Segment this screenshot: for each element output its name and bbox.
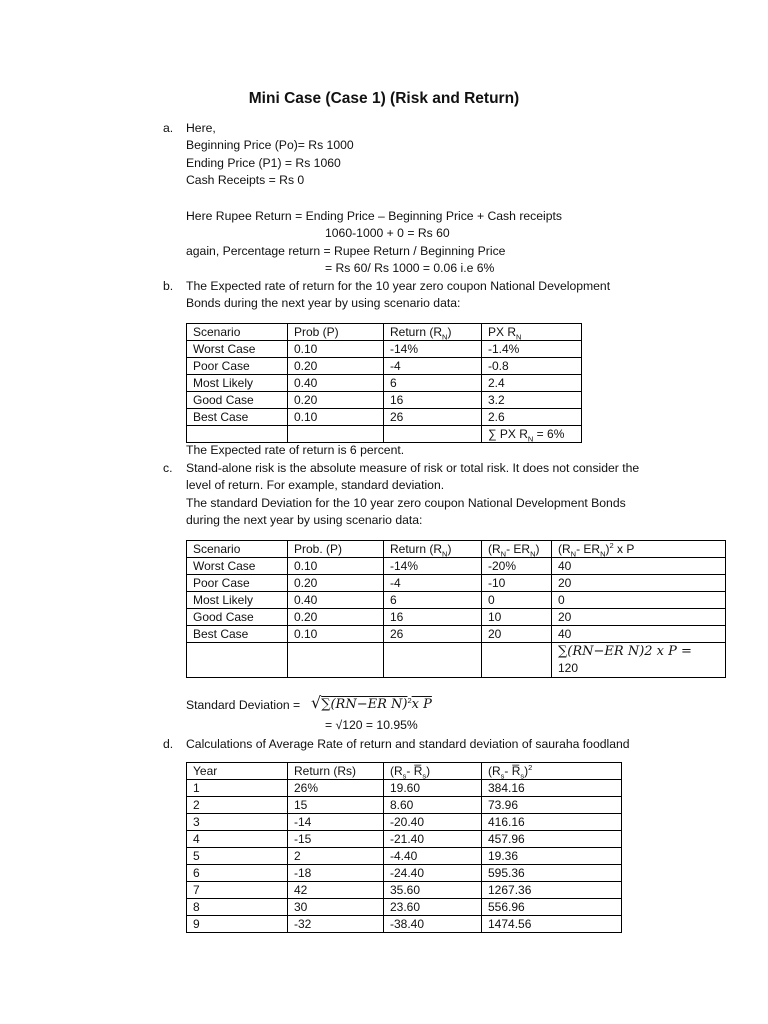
table-cell: Best Case: [187, 409, 288, 426]
table-cell: 73.96: [482, 797, 622, 814]
table-cell: -14%: [384, 341, 482, 358]
table-cell: 2.4: [482, 375, 582, 392]
header-cell: ($R_N-$ $ER_N)^2$ x P: [552, 541, 726, 558]
table-cell: -18: [288, 865, 384, 882]
rupee-return-calc: 1060-1000 + 0 = Rs 60: [325, 226, 450, 240]
table-cell: 0: [482, 592, 552, 609]
percentage-return-line: again, Percentage return = Rupee Return / Beginning Price: [186, 244, 506, 258]
section-c-line: during the next year by using scenario data:: [186, 513, 423, 528]
table-header-row: [187, 541, 726, 558]
standard-deviation-label: Standard Deviation =: [186, 698, 301, 712]
header-text: (R: [390, 764, 403, 778]
table-cell: 19.36: [482, 848, 622, 865]
total-label: ∑ PX R: [488, 427, 528, 441]
table-cell: Poor Case: [187, 358, 288, 375]
table-cell: Worst Case: [187, 341, 288, 358]
total-cell: [552, 643, 726, 678]
table-cell: 6: [384, 375, 482, 392]
table-row: [187, 575, 726, 592]
table-cell: 416.16: [482, 814, 622, 831]
table-cell: 19.60: [384, 780, 482, 797]
table-cell: -4: [384, 358, 482, 375]
table-cell: -15: [288, 831, 384, 848]
table-cell: -20%: [482, 558, 552, 575]
header-cell: Scenario: [187, 541, 288, 558]
standard-deviation-table: [186, 540, 726, 678]
table-header-row: [187, 763, 622, 780]
table-cell: 1: [187, 780, 288, 797]
table-cell: [384, 426, 482, 443]
table-row: [187, 780, 622, 797]
table-row: [187, 392, 582, 409]
header-cell: PX $R_N$: [482, 324, 582, 341]
table-cell: Poor Case: [187, 575, 288, 592]
table-cell: [288, 643, 384, 678]
total-value: = 6%: [536, 427, 565, 441]
table-cell: 4: [187, 831, 288, 848]
section-c-text: [186, 460, 639, 530]
section-d-marker: d.: [163, 737, 174, 751]
header-cell: Prob. (P): [288, 541, 384, 558]
section-d-line: Calculations of Average Rate of return and standard deviation of sauraha foodland: [186, 737, 630, 751]
table-cell: 0.40: [288, 375, 384, 392]
table-row: [187, 797, 622, 814]
table-cell: 40: [552, 626, 726, 643]
table-cell: -0.8: [482, 358, 582, 375]
section-a-line: Beginning Price (Po)= Rs 1000: [186, 138, 354, 153]
table-cell: Most Likely: [187, 592, 288, 609]
table-cell: 2: [187, 797, 288, 814]
table-cell: 6: [187, 865, 288, 882]
percentage-return-calc: = Rs 60/ Rs 1000 = 0.06 i.e 6%: [325, 261, 495, 275]
header-cell: ($R_s-$ $R̅_s$): [384, 763, 482, 780]
table-cell: 1267.36: [482, 882, 622, 899]
section-b-line: The Expected rate of return for the 10 year zero coupon National Development: [186, 279, 611, 293]
expected-return-conclusion: The Expected rate of return is 6 percent.: [186, 443, 405, 457]
table-cell: [288, 426, 384, 443]
table-row: [187, 899, 622, 916]
table-cell: 595.36: [482, 865, 622, 882]
table-cell: Best Case: [187, 626, 288, 643]
table-row: [187, 609, 726, 626]
table-cell: 16: [384, 609, 482, 626]
table-cell: 3.2: [482, 392, 582, 409]
table-cell: 457.96: [482, 831, 622, 848]
table-row: [187, 358, 582, 375]
header-text: (R: [488, 764, 501, 778]
table-row: [187, 341, 582, 358]
table-cell: 26%: [288, 780, 384, 797]
table-cell: 0.20: [288, 358, 384, 375]
table-cell: [187, 643, 288, 678]
header-cell: Prob (P): [288, 324, 384, 341]
table-cell: 8.60: [384, 797, 482, 814]
table-cell: 0.10: [288, 626, 384, 643]
table-cell: -20.40: [384, 814, 482, 831]
header-cell: Return $(R_N)$: [384, 541, 482, 558]
table-cell: 556.96: [482, 899, 622, 916]
table-cell: -14%: [384, 558, 482, 575]
table-cell: [482, 643, 552, 678]
table-cell: 7: [187, 882, 288, 899]
table-cell: -1.4%: [482, 341, 582, 358]
table-cell: 0.10: [288, 409, 384, 426]
table-cell: 6: [384, 592, 482, 609]
table-cell: 23.60: [384, 899, 482, 916]
sqrt-icon: √: [311, 693, 322, 712]
page-title: Mini Case (Case 1) (Risk and Return): [248, 90, 520, 107]
table-cell: 42: [288, 882, 384, 899]
table-cell: 35.60: [384, 882, 482, 899]
rupee-return-line: Here Rupee Return = Ending Price – Beginning Price + Cash receipts: [186, 209, 562, 223]
header-cell: Year: [187, 763, 288, 780]
table-row: [187, 916, 622, 933]
section-c-line: level of return. For example, standard deviation.: [186, 478, 445, 493]
table-cell: 0.20: [288, 575, 384, 592]
section-a-line: Cash Receipts = Rs 0: [186, 173, 305, 188]
header-text: PX R: [488, 325, 517, 339]
table-cell: 0: [552, 592, 726, 609]
section-a-text: [186, 120, 354, 190]
table-cell: Good Case: [187, 609, 288, 626]
header-text: (R: [558, 542, 571, 556]
table-cell: 3: [187, 814, 288, 831]
table-row: [187, 865, 622, 882]
table-cell: -14: [288, 814, 384, 831]
expected-return-table: [186, 323, 582, 443]
total-cell: ∑ PX $R_N = 6\%$: [482, 426, 582, 443]
table-cell: Worst Case: [187, 558, 288, 575]
header-cell: Return $(R_N)$: [384, 324, 482, 341]
section-b-marker: b.: [163, 279, 174, 293]
header-text: (R: [488, 542, 501, 556]
total-formula: ∑(RN−ER N)2 x P =: [558, 644, 692, 659]
formula-tail: x P: [411, 697, 432, 712]
foodland-returns-table: [186, 762, 622, 933]
table-cell: -32: [288, 916, 384, 933]
table-cell: 20: [552, 575, 726, 592]
table-total-row: [187, 643, 726, 678]
table-cell: 20: [482, 626, 552, 643]
table-row: [187, 375, 582, 392]
header-text: Return (R: [390, 325, 443, 339]
table-cell: 30: [288, 899, 384, 916]
table-cell: 10: [482, 609, 552, 626]
table-row: [187, 409, 582, 426]
table-cell: 5: [187, 848, 288, 865]
section-a-line: Ending Price (P1) = Rs 1060: [186, 155, 341, 170]
table-cell: -21.40: [384, 831, 482, 848]
table-cell: -38.40: [384, 916, 482, 933]
table-total-row: [187, 426, 582, 443]
header-text: Return (R: [390, 542, 443, 556]
standard-deviation-result: = √120 = 10.95%: [325, 718, 418, 732]
table-cell: 0.40: [288, 592, 384, 609]
table-cell: 0.20: [288, 392, 384, 409]
table-cell: -24.40: [384, 865, 482, 882]
table-cell: 26: [384, 409, 482, 426]
table-cell: [187, 426, 288, 443]
table-cell: -4.40: [384, 848, 482, 865]
table-cell: 1474.56: [482, 916, 622, 933]
section-c-line: The standard Deviation for the 10 year zero coupon National Development Bonds: [186, 495, 626, 510]
table-cell: Good Case: [187, 392, 288, 409]
header-cell: ($R_s-$ $R̅_s)^2$: [482, 763, 622, 780]
section-b-line: Bonds during the next year by using scenario data:: [186, 296, 461, 311]
table-row: [187, 831, 622, 848]
table-cell: 384.16: [482, 780, 622, 797]
section-a-line: Here,: [186, 121, 216, 135]
header-cell: Scenario: [187, 324, 288, 341]
table-cell: 8: [187, 899, 288, 916]
header-cell: ($R_N-$ $ER_N$): [482, 541, 552, 558]
table-row: [187, 558, 726, 575]
total-value: 120: [558, 661, 579, 675]
table-row: [187, 814, 622, 831]
table-cell: 0.10: [288, 558, 384, 575]
table-cell: 9: [187, 916, 288, 933]
section-c-marker: c.: [163, 461, 173, 475]
header-cell: Return (Rs): [288, 763, 384, 780]
table-cell: 40: [552, 558, 726, 575]
table-cell: 15: [288, 797, 384, 814]
table-cell: 16: [384, 392, 482, 409]
table-header-row: [187, 324, 582, 341]
section-a-marker: a.: [163, 121, 174, 135]
table-cell: -10: [482, 575, 552, 592]
section-c-line: Stand-alone risk is the absolute measure of risk or total risk. It does not consider the: [186, 461, 640, 475]
formula-text: ∑(RN−ER N): [321, 697, 408, 712]
table-cell: 2.6: [482, 409, 582, 426]
table-cell: 2: [288, 848, 384, 865]
table-cell: 0.20: [288, 609, 384, 626]
table-cell: 0.10: [288, 341, 384, 358]
standard-deviation-formula: √∑(RN−ER N)$^2$x P: [311, 693, 432, 712]
table-row: [187, 848, 622, 865]
table-row: [187, 592, 726, 609]
table-row: [187, 626, 726, 643]
table-cell: Most Likely: [187, 375, 288, 392]
section-b-text: [186, 278, 610, 313]
table-cell: 20: [552, 609, 726, 626]
table-cell: -4: [384, 575, 482, 592]
table-cell: 26: [384, 626, 482, 643]
table-row: [187, 882, 622, 899]
table-cell: [384, 643, 482, 678]
